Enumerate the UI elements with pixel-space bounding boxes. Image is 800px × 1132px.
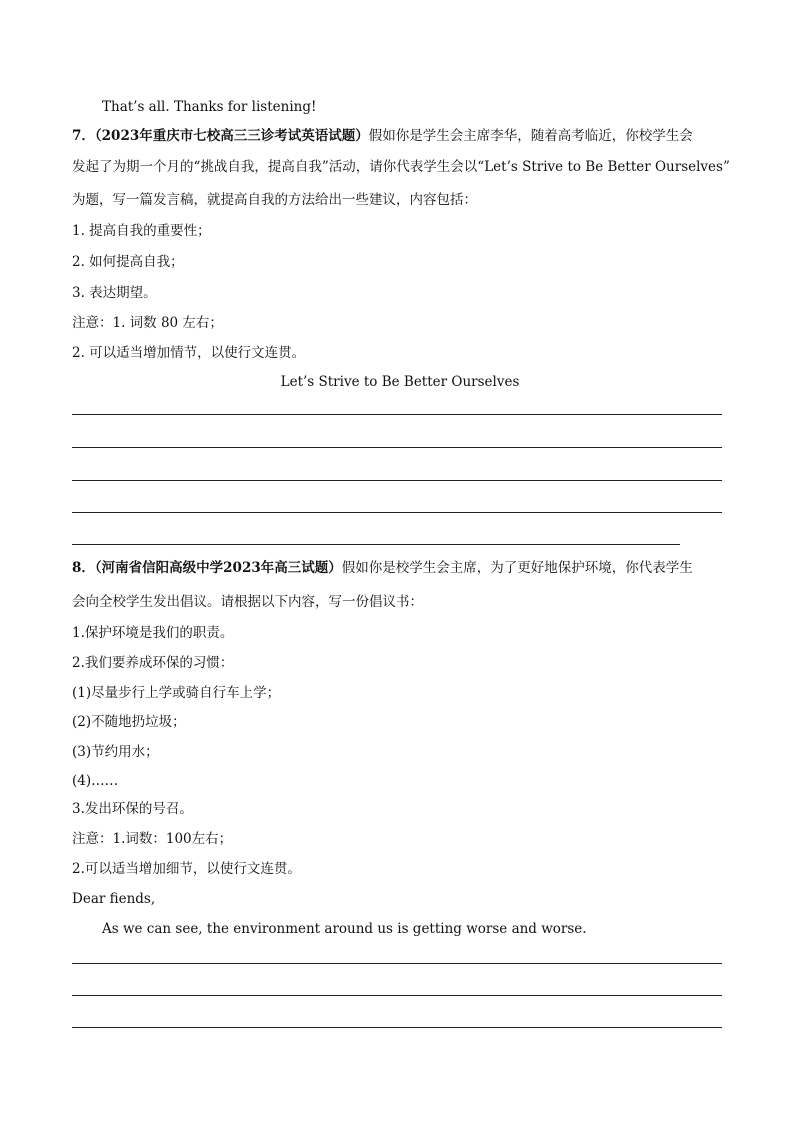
writing-line xyxy=(72,447,722,448)
writing-line xyxy=(72,544,680,545)
question-8-prompt-start: 假如你是校学生会主席，为了更好地保护环境，你代表学生 xyxy=(341,560,693,576)
question-7-line-3: 为题，写一篇发言稿，就提高自我的方法给出一些建议，内容包括： xyxy=(72,192,477,208)
question-8-point-2-2: (2)不随地扔垃圾； xyxy=(72,714,186,730)
writing-line xyxy=(72,480,722,481)
question-7-line-2: 发起了为期一个月的“挑战自我，提高自我”活动，请你代表学生会以“Let’s Strive to Be Better Ourselves” xyxy=(72,159,730,175)
question-8-point-2-4: (4)…… xyxy=(72,773,119,789)
question-7-point-2: 2. 如何提高自我； xyxy=(72,254,184,270)
question-7-number: 7． xyxy=(72,128,95,144)
question-7-point-1: 1. 提高自我的重要性； xyxy=(72,223,211,239)
question-8-point-2-1: (1)尽量步行上学或骑自行车上学； xyxy=(72,685,281,701)
question-7-essay-title: Let’s Strive to Be Better Ourselves xyxy=(280,374,520,390)
writing-line xyxy=(72,512,722,513)
previous-answer-closing: That’s all. Thanks for listening! xyxy=(102,99,317,115)
question-8-point-2: 2.我们要养成环保的习惯： xyxy=(72,655,234,671)
question-7-note-2: 2. 可以适当增加情节，以使行文连贯。 xyxy=(72,345,306,361)
question-8-line-2: 会向全校学生发出倡议。请根据以下内容，写一份倡议书： xyxy=(72,594,423,610)
question-8-source: （河南省信阳高级中学2023年高三试题） xyxy=(94,560,342,576)
question-8-salutation: Dear fiends, xyxy=(72,891,156,907)
writing-line xyxy=(72,414,722,415)
question-8-point-1: 1.保护环境是我们的职责。 xyxy=(72,625,234,641)
question-8-point-3: 3.发出环保的号召。 xyxy=(72,801,193,817)
writing-line xyxy=(72,963,722,964)
writing-line xyxy=(72,1027,722,1028)
question-7-source: （2023年重庆市七校高三三诊考试英语试题） xyxy=(94,128,369,144)
question-8-note-2: 2.可以适当增加细节，以使行文连贯。 xyxy=(72,861,301,877)
writing-line xyxy=(72,995,722,996)
question-7-note-1: 注意：1. 词数 80 左右； xyxy=(72,315,223,331)
question-8-opening-sentence: As we can see, the environment around us is getting worse and worse. xyxy=(102,921,587,937)
question-8-point-2-3: (3)节约用水； xyxy=(72,744,159,760)
question-8-note-1: 注意：1.词数：100左右； xyxy=(72,831,233,847)
question-8-number: 8． xyxy=(72,560,95,576)
question-7-point-3: 3. 表达期望。 xyxy=(72,285,157,301)
question-7-prompt-start: 假如你是学生会主席李华，随着高考临近，你校学生会 xyxy=(368,128,693,144)
question-8-line-1 xyxy=(72,559,693,577)
question-7-line-1 xyxy=(72,127,693,145)
